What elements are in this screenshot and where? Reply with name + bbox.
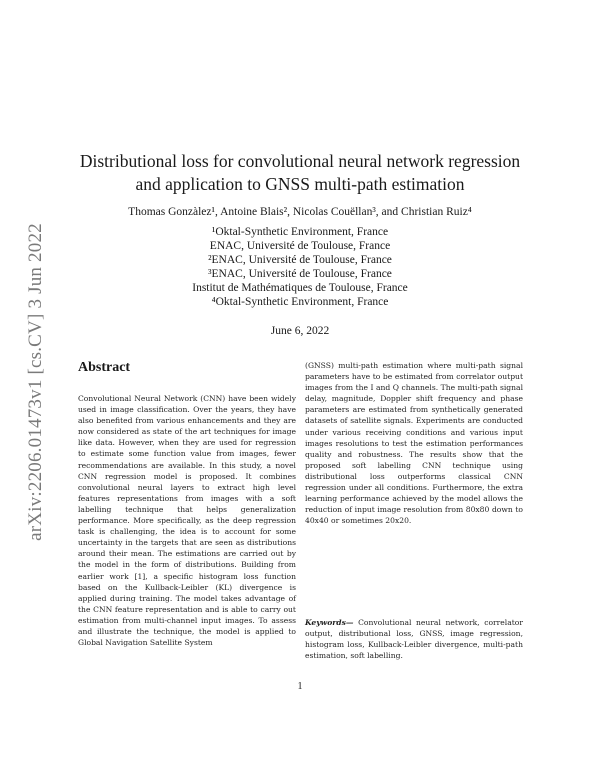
keywords-label: Keywords— <box>305 618 354 627</box>
arxiv-stamp <box>22 212 50 552</box>
affiliation: ENAC, Université de Toulouse, France <box>209 239 391 252</box>
title-line-2: and application to GNSS multi-path estimation <box>135 174 465 194</box>
arxiv-stamp-text: arXiv:2206.01473v1 [cs.CV] 3 Jun 2022 <box>25 223 46 541</box>
keywords-text: Convolutional neural network, correlator output, distributional loss, GNSS, image regression, histogram loss, Kullback-Leibler divergence, multi-path estimation, soft labelling. <box>305 618 523 661</box>
affiliation: ⁴Oktal-Synthetic Environment, France <box>211 295 389 308</box>
affiliation: ²ENAC, Université de Toulouse, France <box>208 253 392 266</box>
abstract-right-column: (GNSS) multi-path estimation where multi-path signal parameters have to be estimated from correlator output images from the I and Q channels. The multi-path signal delay, magnitude, Doppler shift frequency and phase parameters are estimated from synthetically generated datasets of satellite signals. Experiments are conducted under various receiving conditions and various input images resolutions to test the estimation performances quality and robustness. The results show that the proposed soft labelling CNN technique using distributional loss outperforms classical CNN regression under all conditions. Furthermore, the extra learning performance achieved by the model allows the reduction of input image resolution from 80x80 down to 40x40 or sometimes 20x20. <box>305 361 523 526</box>
affiliation: Institut de Mathématiques de Toulouse, France <box>192 281 408 294</box>
date: June 6, 2022 <box>270 325 330 337</box>
abstract-heading: Abstract <box>78 360 131 375</box>
affiliation: ¹Oktal-Synthetic Environment, France <box>211 226 389 238</box>
affiliations <box>100 226 500 309</box>
authors: Thomas Gonzàlez¹, Antoine Blais², Nicolas Couëllan³, and Christian Ruiz⁴ <box>128 206 472 218</box>
paper-title <box>60 150 540 196</box>
abstract-left-column: Convolutional Neural Network (CNN) have been widely used in image classification. Over the years, they have also benefited from various enhancements and they are now considered as state of the art techniques for image like data. However, when they are used for regression to estimate some function value from images, fewer recommendations are available. In this study, a novel CNN regression model is proposed. It combines convolutional neural layers to extract high level features representations from images with a soft labelling technique that helps generalization performance. More specifically, as the deep regression task is challenging, the idea is to account for some uncertainty in the targets that are seen as distributions around their mean. The estimations are carried out by the model in the form of distributions. Building from earlier work [1], a specific histogram loss function based on the Kullback-Leibler (KL) divergence is applied during training. The model takes advantage of the CNN feature representation and is able to carry out estimation from multi-channel input images. To assess and illustrate the technique, the model is applied to Global Navigation Satellite System <box>78 394 296 648</box>
affiliation: ³ENAC, Université de Toulouse, France <box>208 267 392 280</box>
page-number: 1 <box>297 681 303 692</box>
title-line-1: Distributional loss for convolutional neural network regression <box>79 151 521 171</box>
keywords <box>305 617 523 661</box>
